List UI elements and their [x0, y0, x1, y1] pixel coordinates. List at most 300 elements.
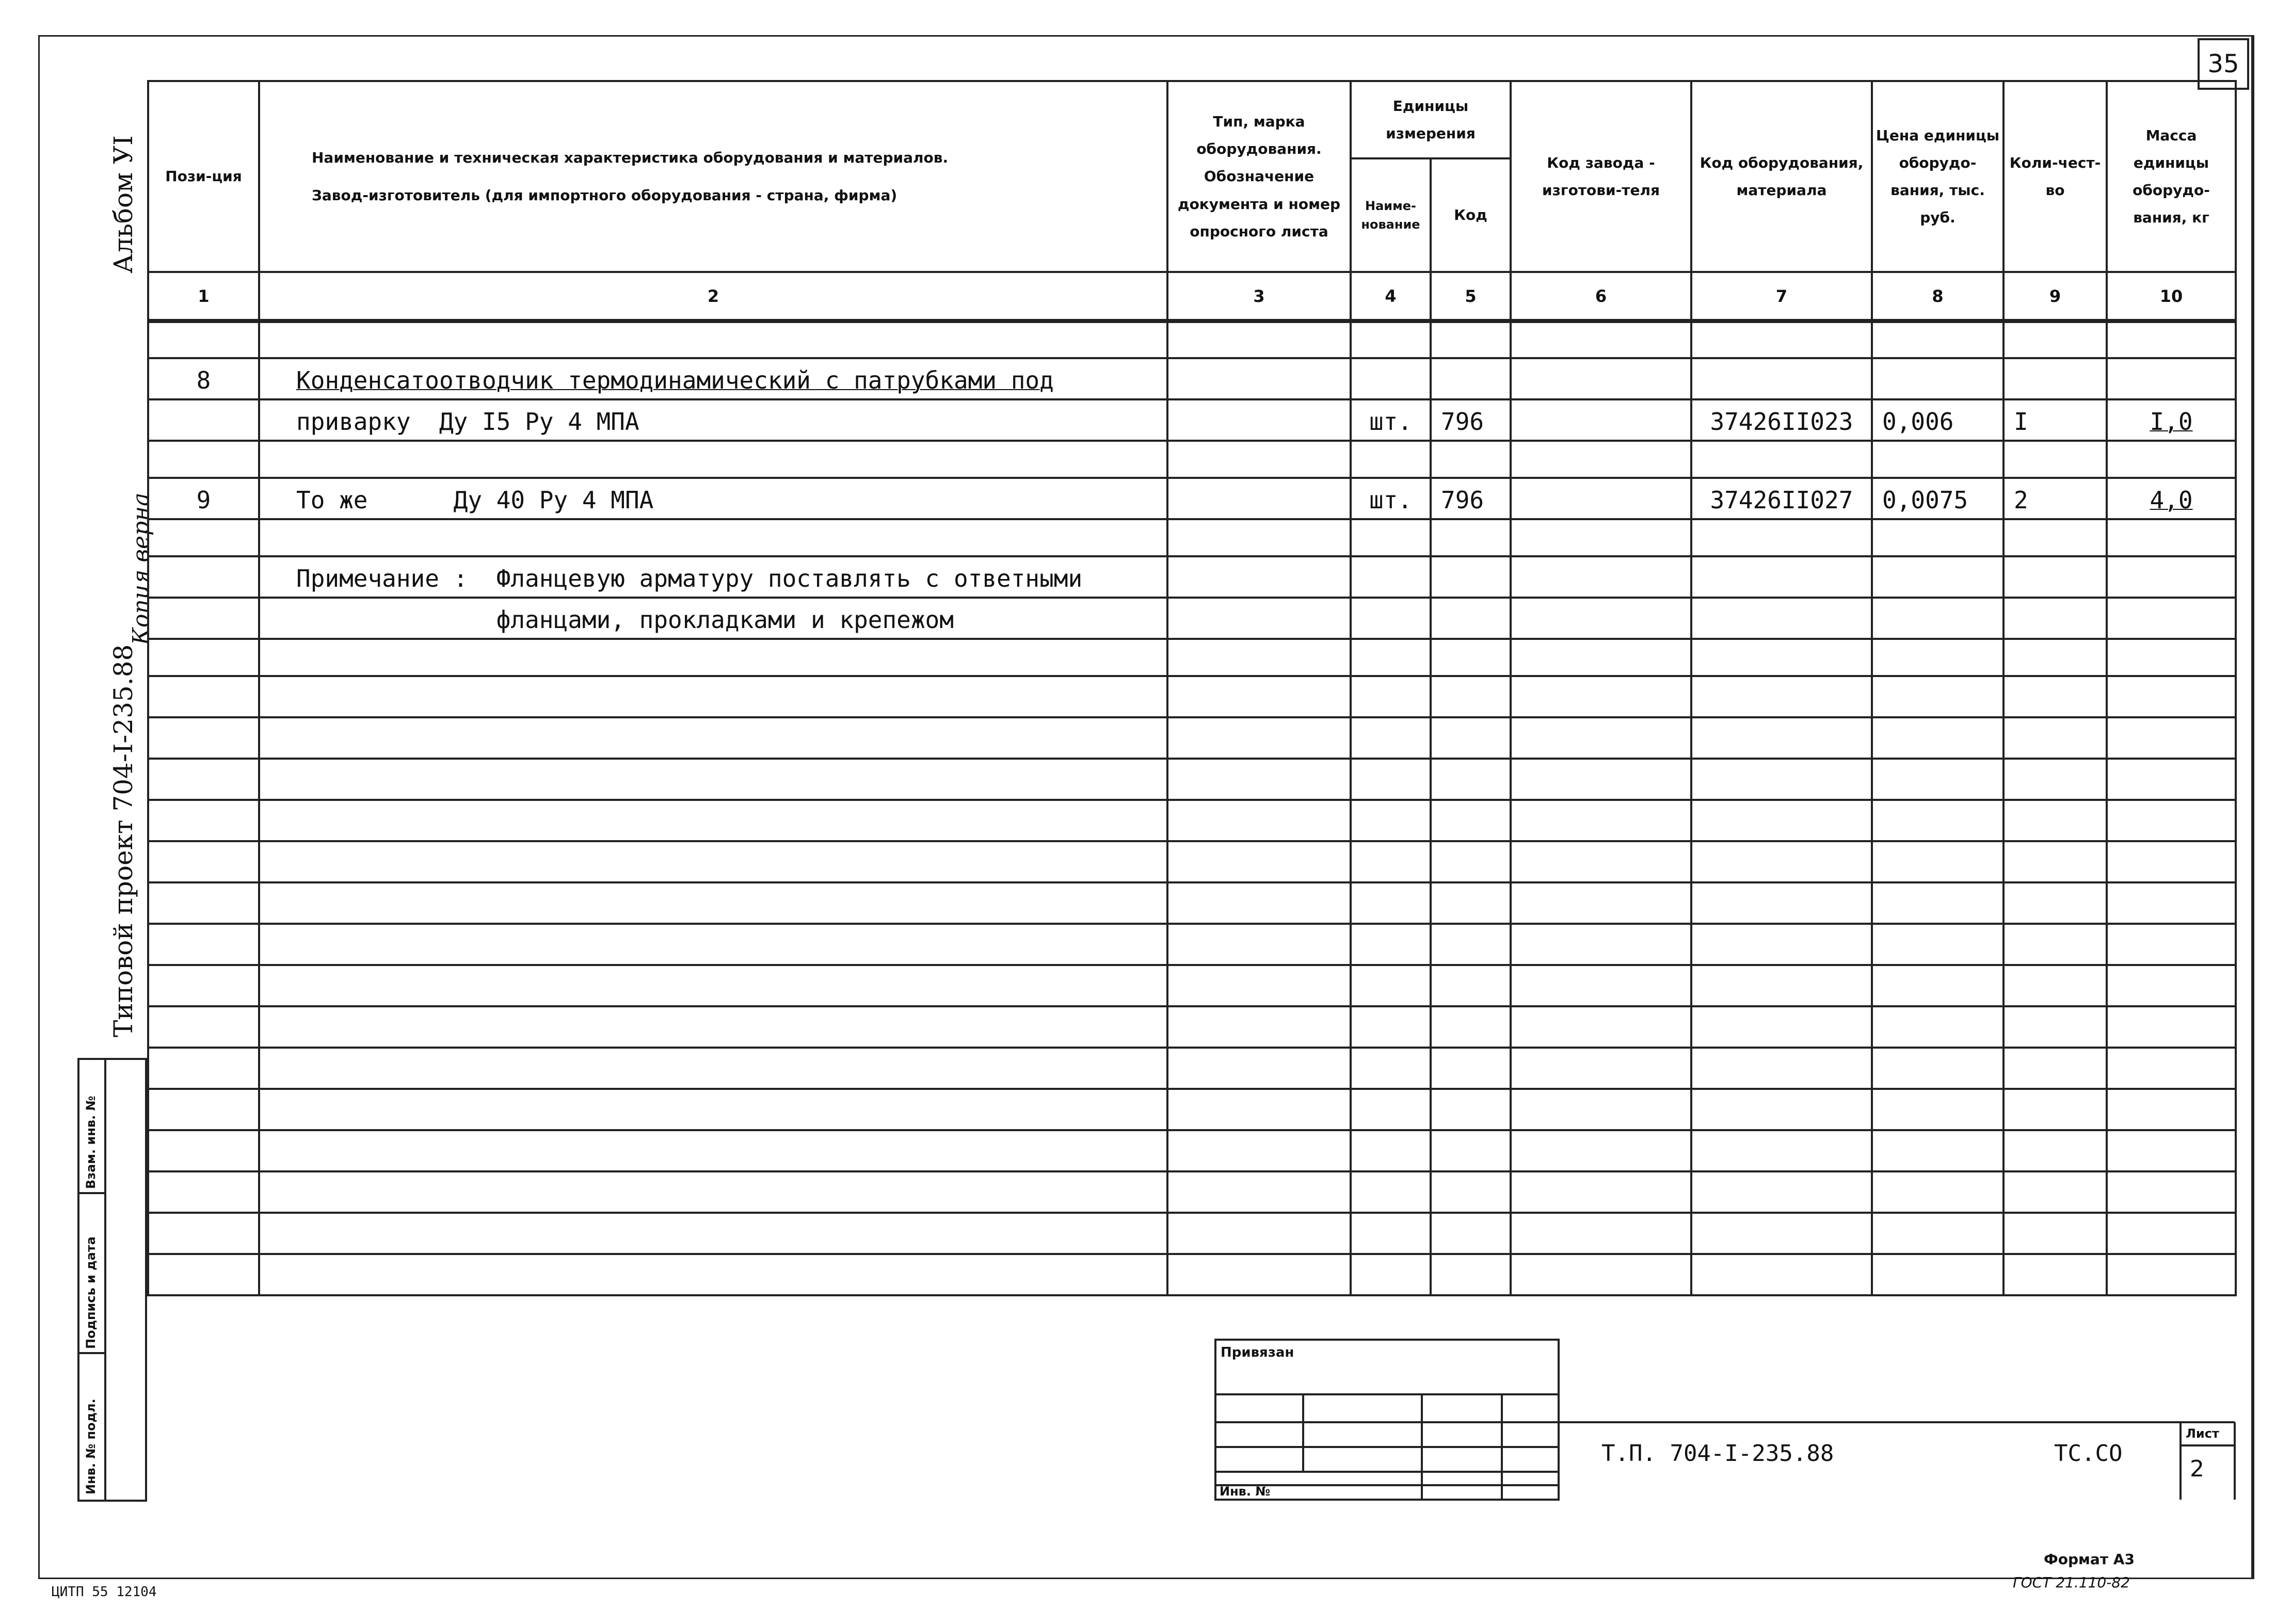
header-unit-code: Код: [1431, 158, 1511, 272]
cell-qty: [2004, 965, 2107, 1006]
cell-mass: [2107, 1213, 2236, 1254]
cell-qty: [2004, 1254, 2107, 1295]
cell-price: [1872, 759, 2004, 800]
table-row: [148, 598, 2236, 639]
table-row: [148, 1254, 2236, 1295]
cell-qty: [2004, 924, 2107, 965]
cell-qty: [2004, 717, 2107, 759]
cell-mass: [2107, 1048, 2236, 1089]
cell-type: [1167, 1254, 1351, 1295]
cell-unit-code: [1431, 717, 1511, 759]
cell-price: [1872, 882, 2004, 924]
stamp-label-signature: Подпись и дата: [84, 1236, 98, 1349]
cell-name: [259, 399, 1167, 441]
header-mass: Масса единицы оборудо-вания, кг: [2107, 81, 2236, 272]
colnum-7: 7: [1691, 272, 1872, 321]
cell-qty-text: 2: [2014, 486, 2028, 514]
cell-unit: [1351, 1048, 1431, 1089]
specification-table: [147, 80, 2237, 1296]
cell-name: [259, 882, 1167, 924]
cell-price: [1872, 1048, 2004, 1089]
cell-name: [259, 519, 1167, 556]
table-row: [148, 1171, 2236, 1213]
cell-factory-code: [1511, 759, 1691, 800]
footer-code: ЦИТП 55 12104: [52, 1584, 157, 1600]
cell-unit-code: [1431, 519, 1511, 556]
cell-factory-code: [1511, 1006, 1691, 1048]
cell-position-text: 8: [196, 366, 211, 394]
cell-unit-code: [1431, 321, 1511, 358]
header-qty: Коли-чест-во: [2004, 81, 2107, 272]
cell-position: [148, 759, 259, 800]
cell-unit-code: [1431, 1213, 1511, 1254]
cell-price: [1872, 1171, 2004, 1213]
cell-price: [1872, 965, 2004, 1006]
header-type: Тип, марка оборудования. Обозначение документа и номер опросного листа: [1167, 81, 1351, 272]
cell-position: [148, 321, 259, 358]
cell-unit: [1351, 478, 1431, 519]
cell-unit-code: [1431, 1048, 1511, 1089]
table-row: [148, 556, 2236, 598]
table-row: [148, 841, 2236, 882]
cell-unit-code: [1431, 441, 1511, 478]
cell-mass: [2107, 676, 2236, 717]
cell-price: [1872, 519, 2004, 556]
cell-position: [148, 1171, 259, 1213]
cell-equip-code: [1691, 717, 1872, 759]
cell-name-text: То же Ду 40 Ру 4 МПА: [296, 486, 654, 514]
cell-unit-code: [1431, 556, 1511, 598]
stamp-label-replace: Взам. инв. №: [84, 1096, 98, 1189]
cell-equip-code: [1691, 358, 1872, 399]
cell-position: [148, 1254, 259, 1295]
cell-name-text: Конденсатоотводчик термодинамический с патрубками под: [296, 366, 1054, 394]
header-name-line1: Наименование и техническая характеристика оборудования и материалов.: [312, 149, 949, 166]
cell-position: [148, 717, 259, 759]
cell-type: [1167, 1048, 1351, 1089]
cell-mass: [2107, 519, 2236, 556]
cell-type: [1167, 556, 1351, 598]
sheet-label: Лист: [2186, 1426, 2219, 1441]
cell-price: [1872, 676, 2004, 717]
cell-price-text: 0,0075: [1882, 486, 1968, 514]
cell-name: [259, 924, 1167, 965]
cell-equip-code: [1691, 841, 1872, 882]
cell-price: [1872, 1089, 2004, 1130]
cell-equip-code: [1691, 1254, 1872, 1295]
cell-qty: [2004, 1171, 2107, 1213]
cell-unit: [1351, 717, 1431, 759]
cell-unit: [1351, 841, 1431, 882]
cell-equip-code: [1691, 759, 1872, 800]
table-row: [148, 1048, 2236, 1089]
cell-price-text: 0,006: [1882, 408, 1954, 436]
cell-unit: [1351, 965, 1431, 1006]
cell-price: [1872, 1006, 2004, 1048]
cell-mass: [2107, 1171, 2236, 1213]
cell-type: [1167, 841, 1351, 882]
cell-mass: [2107, 924, 2236, 965]
cell-qty: [2004, 759, 2107, 800]
cell-unit-text: шт.: [1369, 486, 1413, 514]
cell-name: [259, 841, 1167, 882]
cell-factory-code: [1511, 598, 1691, 639]
cell-unit-code: [1431, 1171, 1511, 1213]
cell-factory-code: [1511, 1254, 1691, 1295]
cell-position: [148, 1130, 259, 1171]
cell-price: [1872, 478, 2004, 519]
cell-equip-code: [1691, 519, 1872, 556]
cell-name: [259, 598, 1167, 639]
table-row: [148, 441, 2236, 478]
cell-factory-code: [1511, 841, 1691, 882]
cell-equip-code: [1691, 882, 1872, 924]
cell-factory-code: [1511, 639, 1691, 676]
cell-type: [1167, 800, 1351, 841]
cell-qty: [2004, 676, 2107, 717]
cell-mass: [2107, 841, 2236, 882]
cell-factory-code: [1511, 1213, 1691, 1254]
cell-position: [148, 441, 259, 478]
cell-unit: [1351, 441, 1431, 478]
cell-equip-code: [1691, 598, 1872, 639]
table-row: [148, 882, 2236, 924]
cell-unit-code: [1431, 1130, 1511, 1171]
cell-price: [1872, 1254, 2004, 1295]
cell-qty: [2004, 441, 2107, 478]
colnum-1: 1: [148, 272, 259, 321]
cell-name: [259, 759, 1167, 800]
cell-unit-code-text: 796: [1441, 408, 1484, 436]
colnum-3: 3: [1167, 272, 1351, 321]
table-row: [148, 519, 2236, 556]
cell-type: [1167, 1171, 1351, 1213]
cell-type: [1167, 321, 1351, 358]
cell-position: [148, 924, 259, 965]
cell-factory-code: [1511, 924, 1691, 965]
cell-unit-code: [1431, 800, 1511, 841]
cell-price: [1872, 556, 2004, 598]
cell-unit-code: [1431, 924, 1511, 965]
cell-qty: [2004, 478, 2107, 519]
cell-price: [1872, 1130, 2004, 1171]
cell-unit: [1351, 358, 1431, 399]
cell-equip-code: [1691, 556, 1872, 598]
cell-mass: [2107, 598, 2236, 639]
cell-name-text: приварку Ду I5 Ру 4 МПА: [296, 408, 639, 436]
cell-qty: [2004, 800, 2107, 841]
cell-price: [1872, 717, 2004, 759]
cell-name: [259, 1089, 1167, 1130]
cell-position: [148, 1213, 259, 1254]
cell-unit-text: шт.: [1369, 408, 1413, 436]
cell-name-text: фланцами, прокладками и крепежом: [296, 606, 954, 634]
table-row: [148, 1213, 2236, 1254]
cell-unit-code: [1431, 399, 1511, 441]
colnum-6: 6: [1511, 272, 1691, 321]
table-row: [148, 965, 2236, 1006]
cell-factory-code: [1511, 800, 1691, 841]
header-price: Цена единицы оборудо-вания, тыс. руб.: [1872, 81, 2004, 272]
cell-name: [259, 1171, 1167, 1213]
cell-unit: [1351, 519, 1431, 556]
cell-unit-code: [1431, 598, 1511, 639]
header-position: Пози-ция: [148, 81, 259, 272]
cell-price: [1872, 800, 2004, 841]
cell-price: [1872, 399, 2004, 441]
cell-equip-code: [1691, 1006, 1872, 1048]
cell-name: [259, 358, 1167, 399]
header-units: Единицы измерения: [1351, 81, 1511, 158]
cell-position: [148, 965, 259, 1006]
cell-position: [148, 399, 259, 441]
table-row: [148, 924, 2236, 965]
cell-qty: [2004, 598, 2107, 639]
cell-equip-code: [1691, 639, 1872, 676]
cell-name: [259, 478, 1167, 519]
cell-unit: [1351, 639, 1431, 676]
cell-qty: [2004, 1130, 2107, 1171]
cell-mass: [2107, 882, 2236, 924]
cell-unit-code: [1431, 841, 1511, 882]
gost-label: ГОСТ 21.110-82: [2013, 1574, 2130, 1591]
column-number-row: [148, 272, 2236, 321]
cell-name: [259, 556, 1167, 598]
cell-price: [1872, 841, 2004, 882]
cell-name: [259, 676, 1167, 717]
cell-factory-code: [1511, 882, 1691, 924]
cell-equip-code: [1691, 441, 1872, 478]
cell-qty-text: I: [2014, 408, 2028, 436]
cell-unit: [1351, 676, 1431, 717]
cell-factory-code: [1511, 556, 1691, 598]
cell-mass: [2107, 759, 2236, 800]
cell-factory-code: [1511, 1048, 1691, 1089]
cell-name: [259, 717, 1167, 759]
cell-mass: [2107, 639, 2236, 676]
stamp-cell-original: [79, 1354, 106, 1500]
cell-equip-code: [1691, 399, 1872, 441]
header-equip-code: Код оборудования, материала: [1691, 81, 1872, 272]
table-row: [148, 399, 2236, 441]
cell-equip-code: [1691, 1213, 1872, 1254]
cell-position-text: 9: [196, 486, 211, 514]
cell-type: [1167, 519, 1351, 556]
cell-unit: [1351, 1171, 1431, 1213]
title-block: [1215, 1340, 2248, 1500]
cell-equip-code: [1691, 800, 1872, 841]
cell-mass: [2107, 358, 2236, 399]
colnum-2: 2: [259, 272, 1167, 321]
cell-qty: [2004, 556, 2107, 598]
table-row: [148, 1089, 2236, 1130]
cell-unit: [1351, 1130, 1431, 1171]
table-row: [148, 1130, 2236, 1171]
cell-type: [1167, 882, 1351, 924]
cell-position: [148, 882, 259, 924]
table-body: [148, 321, 2236, 1295]
cell-qty: [2004, 639, 2107, 676]
cell-position: [148, 1048, 259, 1089]
cell-qty: [2004, 519, 2107, 556]
cell-price: [1872, 639, 2004, 676]
cell-mass: [2107, 1089, 2236, 1130]
format-label: Формат А3: [2044, 1551, 2135, 1568]
cell-unit: [1351, 924, 1431, 965]
cell-position: [148, 1006, 259, 1048]
cell-position: [148, 1089, 259, 1130]
cell-name: [259, 1254, 1167, 1295]
cell-position: [148, 598, 259, 639]
cell-mass: [2107, 717, 2236, 759]
cell-name: [259, 441, 1167, 478]
cell-position: [148, 800, 259, 841]
cell-price: [1872, 598, 2004, 639]
colnum-4: 4: [1351, 272, 1431, 321]
cell-factory-code: [1511, 519, 1691, 556]
header-unit-name: Наиме-нование: [1351, 158, 1431, 272]
cell-mass: [2107, 478, 2236, 519]
cell-mass-text: 4,0: [2150, 486, 2193, 514]
cell-unit-code: [1431, 478, 1511, 519]
cell-unit: [1351, 800, 1431, 841]
page-number: 35: [2198, 38, 2249, 90]
cell-factory-code: [1511, 321, 1691, 358]
sheet-number: 2: [2190, 1456, 2204, 1482]
cell-unit: [1351, 882, 1431, 924]
cell-position: [148, 519, 259, 556]
cell-qty: [2004, 882, 2107, 924]
cell-equip-code: [1691, 1089, 1872, 1130]
cell-position: [148, 478, 259, 519]
cell-name: [259, 321, 1167, 358]
cell-qty: [2004, 1089, 2107, 1130]
cell-equip-code: [1691, 924, 1872, 965]
cell-unit-code: [1431, 639, 1511, 676]
table-row: [148, 478, 2236, 519]
cell-equip-code: [1691, 676, 1872, 717]
cell-type: [1167, 924, 1351, 965]
cell-type: [1167, 676, 1351, 717]
cell-unit-code: [1431, 759, 1511, 800]
cell-name: [259, 1048, 1167, 1089]
cell-name: [259, 1130, 1167, 1171]
cell-type: [1167, 478, 1351, 519]
sheet-code: ТС.СО: [2054, 1440, 2123, 1467]
table-row: [148, 358, 2236, 399]
header-name: [259, 81, 1167, 272]
cell-factory-code: [1511, 1130, 1691, 1171]
cell-equip-code-text: 37426II023: [1710, 408, 1853, 436]
cell-unit-code: [1431, 1089, 1511, 1130]
cell-type: [1167, 639, 1351, 676]
cell-factory-code: [1511, 965, 1691, 1006]
table-row: [148, 800, 2236, 841]
cell-unit-code: [1431, 358, 1511, 399]
cell-mass: [2107, 399, 2236, 441]
attached-label: Привязан: [1221, 1345, 1294, 1360]
cell-equip-code: [1691, 321, 1872, 358]
stamp-cell-signature: [79, 1194, 106, 1354]
cell-unit-code-text: 796: [1441, 486, 1484, 514]
cell-qty: [2004, 358, 2107, 399]
cell-name-text: Примечание : Фланцевую арматуру поставлять с ответными: [296, 565, 1083, 592]
cell-mass: [2107, 965, 2236, 1006]
cell-unit: [1351, 1089, 1431, 1130]
project-title: Типовой проект 704-I-235.88: [108, 644, 138, 1037]
cell-equip-code: [1691, 478, 1872, 519]
header-row-1: [148, 81, 2236, 158]
table-row: [148, 1006, 2236, 1048]
cell-type: [1167, 1006, 1351, 1048]
cell-qty: [2004, 399, 2107, 441]
cell-name: [259, 1006, 1167, 1048]
table-row: [148, 759, 2236, 800]
cell-type: [1167, 965, 1351, 1006]
cell-factory-code: [1511, 717, 1691, 759]
cell-qty: [2004, 321, 2107, 358]
cell-factory-code: [1511, 358, 1691, 399]
header-factory-code: Код завода - изготови-теля: [1511, 81, 1691, 272]
table-row: [148, 676, 2236, 717]
cell-price: [1872, 358, 2004, 399]
cell-price: [1872, 1213, 2004, 1254]
cell-mass: [2107, 556, 2236, 598]
cell-name: [259, 639, 1167, 676]
table-row: [148, 321, 2236, 358]
side-stamp: [77, 1058, 147, 1502]
cell-factory-code: [1511, 1171, 1691, 1213]
cell-factory-code: [1511, 1089, 1691, 1130]
cell-type: [1167, 1213, 1351, 1254]
cell-mass: [2107, 1006, 2236, 1048]
header-name-line2: Завод-изготовитель (для импортного оборудования - страна, фирма): [312, 187, 897, 204]
cell-qty: [2004, 1213, 2107, 1254]
cell-position: [148, 358, 259, 399]
inv-no-label: Инв. №: [1220, 1484, 1271, 1499]
cell-factory-code: [1511, 399, 1691, 441]
cell-unit: [1351, 556, 1431, 598]
cell-unit: [1351, 1006, 1431, 1048]
cell-unit-code: [1431, 676, 1511, 717]
cell-mass-text: I,0: [2150, 408, 2193, 436]
cell-type: [1167, 441, 1351, 478]
cell-factory-code: [1511, 478, 1691, 519]
cell-position: [148, 639, 259, 676]
album-title: Альбом УI: [108, 135, 138, 274]
cell-unit-code: [1431, 1254, 1511, 1295]
cell-mass: [2107, 1254, 2236, 1295]
copy-note: Копия верна: [128, 492, 154, 645]
cell-qty: [2004, 841, 2107, 882]
colnum-5: 5: [1431, 272, 1511, 321]
cell-mass: [2107, 441, 2236, 478]
cell-type: [1167, 759, 1351, 800]
cell-type: [1167, 358, 1351, 399]
cell-price: [1872, 924, 2004, 965]
colnum-10: 10: [2107, 272, 2236, 321]
doc-code: Т.П. 704-I-235.88: [1601, 1440, 1834, 1467]
cell-mass: [2107, 1130, 2236, 1171]
colnum-8: 8: [1872, 272, 2004, 321]
cell-type: [1167, 717, 1351, 759]
cell-type: [1167, 1130, 1351, 1171]
cell-equip-code: [1691, 965, 1872, 1006]
cell-equip-code: [1691, 1130, 1872, 1171]
title-block-lines: [1215, 1340, 2248, 1500]
cell-position: [148, 556, 259, 598]
cell-mass: [2107, 800, 2236, 841]
